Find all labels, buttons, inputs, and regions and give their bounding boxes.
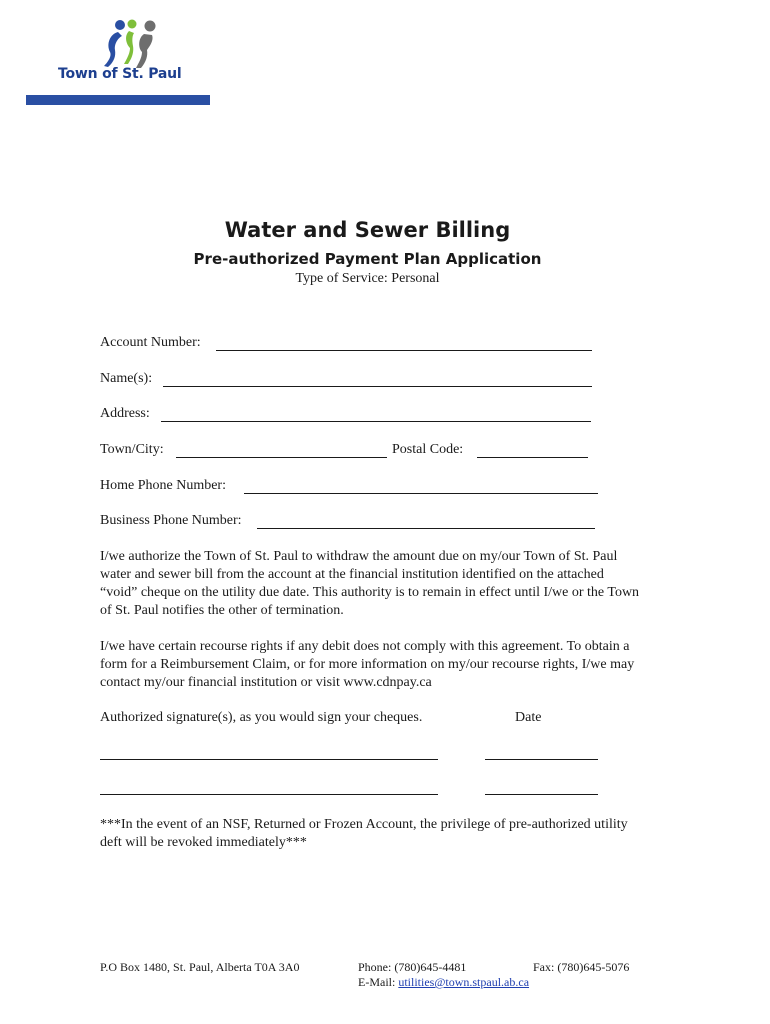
page-title: Water and Sewer Billing	[224, 218, 511, 242]
footer-fax: Fax: (780)645-5076	[533, 960, 630, 974]
postal-code-label: Postal Code:	[392, 442, 464, 457]
signature-line-2[interactable]	[100, 780, 438, 795]
home-phone-field[interactable]	[244, 479, 598, 494]
service-type: Type of Service: Personal	[295, 271, 440, 286]
names-row	[100, 370, 152, 388]
logo-bar	[26, 95, 210, 105]
names-field[interactable]	[163, 372, 592, 387]
date-line-2[interactable]	[485, 780, 598, 795]
logo-text: Town of St. Paul	[58, 66, 182, 82]
town-logo	[26, 14, 210, 108]
page-subtitle: Pre-authorized Payment Plan Application	[193, 250, 542, 268]
footer-phone: Phone: (780)645-4481	[358, 960, 467, 974]
account-number-row	[100, 334, 201, 352]
town-city-field[interactable]	[176, 443, 387, 458]
signature-line-1[interactable]	[100, 745, 438, 760]
home-phone-row	[100, 477, 226, 495]
address-row	[100, 405, 150, 423]
authorization-paragraph: I/we authorize the Town of St. Paul to withdraw the amount due on my/our Town of St. Paul water and sewer bill from the account at the financial institution identified on the attached “void” cheque on the utility due date. This authority is to remain in effect until I/we or the Town of St. Paul notifies the other of termination.	[100, 549, 640, 618]
town-city-label: Town/City:	[100, 442, 164, 457]
date-line-1[interactable]	[485, 745, 598, 760]
footer-email-row	[358, 974, 529, 990]
account-number-label: Account Number:	[100, 335, 201, 350]
address-label: Address:	[100, 406, 150, 421]
business-phone-label: Business Phone Number:	[100, 513, 242, 528]
signature-label: Authorized signature(s), as you would sign your cheques.	[100, 710, 423, 725]
nsf-notice: ***In the event of an NSF, Returned or Frozen Account, the privilege of pre-authorized utility deft will be revoked immediately***	[100, 817, 628, 850]
names-label: Name(s):	[100, 371, 153, 386]
town-city-row	[100, 441, 164, 459]
postal-code-field[interactable]	[477, 443, 588, 458]
address-field[interactable]	[161, 407, 591, 422]
footer-address: P.O Box 1480, St. Paul, Alberta T0A 3A0	[100, 960, 300, 974]
account-number-field[interactable]	[216, 336, 592, 351]
date-label: Date	[515, 710, 542, 725]
business-phone-field[interactable]	[257, 514, 595, 529]
business-phone-row	[100, 512, 242, 530]
figures-logo-icon	[26, 14, 210, 74]
postal-code-row	[392, 441, 463, 459]
home-phone-label: Home Phone Number:	[100, 478, 226, 493]
recourse-paragraph: I/we have certain recourse rights if any debit does not comply with this agreement. To obtain a form for a Reimbursement Claim, or for more information on my/our recourse rights, I/we may contact my/our financial institution or visit www.cdnpay.ca	[100, 639, 635, 690]
footer-email-label: E-Mail:	[358, 975, 396, 989]
footer-email-link[interactable]: utilities@town.stpaul.ab.ca	[398, 975, 530, 989]
